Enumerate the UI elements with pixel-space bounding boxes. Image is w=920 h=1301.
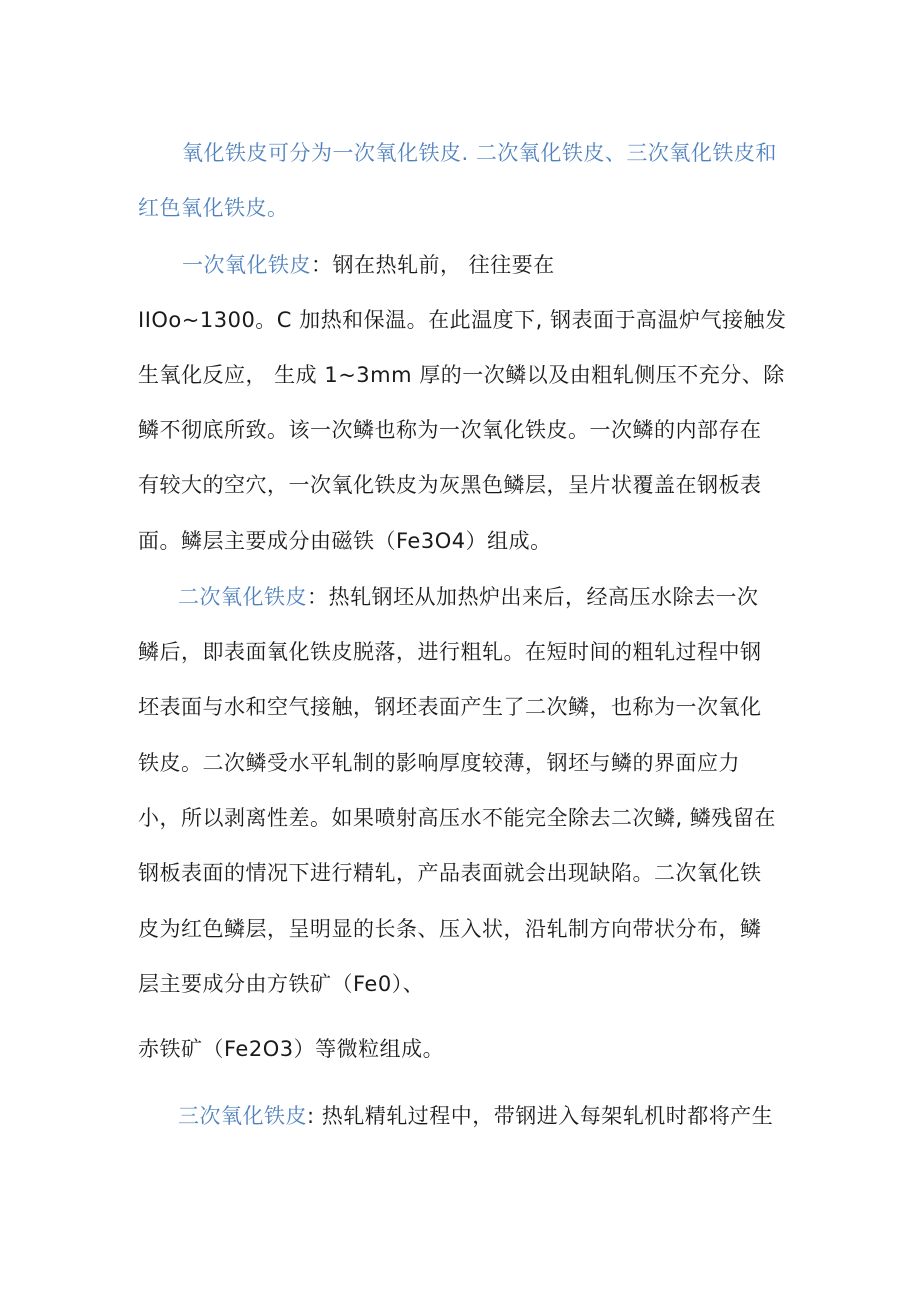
intro-line-1: 氧化铁皮可分为一次氧化铁皮. 二次氧化铁皮、三次氧化铁皮和 (182, 141, 777, 165)
primary-line: 有较大的空穴，一次氧化铁皮为灰黑色鳞层，呈片状覆盖在钢板表 (138, 473, 762, 497)
primary-line: 鳞不彻底所致。该一次鳞也称为一次氧化铁皮。一次鳞的内部存在 (138, 418, 762, 442)
secondary-line-1-rest: ：热轧钢坯从加热炉出来后，经高压水除去一次 (307, 585, 759, 609)
primary-line: 生氧化反应， 生成 1~3mm 厚的一次鳞以及由粗轧侧压不充分、除 (138, 363, 785, 387)
intro-line-2: 红色氧化铁皮。 (138, 196, 289, 220)
secondary-line: 赤铁矿（Fe2O3）等微粒组成。 (138, 1037, 445, 1061)
secondary-line: 铁皮。二次鳞受水平轧制的影响厚度较薄，钢坯与鳞的界面应力 (138, 751, 740, 775)
secondary-line: 皮为红色鳞层，呈明显的长条、压入状，沿轧制方向带状分布，鳞 (138, 917, 762, 941)
primary-paragraph-first-line (182, 250, 842, 280)
primary-line-1-rest: ：钢在热轧前， 往往要在 (311, 253, 555, 277)
secondary-line: 坯表面与水和空气接触，钢坯表面产生了二次鳞，也称为一次氧化 (138, 695, 762, 719)
secondary-line: 小，所以剥离性差。如果喷射高压水不能完全除去二次鳞, 鳞残留在 (138, 806, 776, 830)
tertiary-line-1-rest: : 热轧精轧过程中，带钢进入每架轧机时都将产生 (307, 1104, 774, 1128)
tertiary-paragraph-first-line (178, 1101, 838, 1131)
secondary-line: 鳞后，即表面氧化铁皮脱落，进行粗轧。在短时间的粗轧过程中钢 (138, 640, 762, 664)
secondary-paragraph-first-line (178, 582, 838, 612)
tertiary-heading: 三次氧化铁皮 (178, 1104, 307, 1128)
primary-line: 面。鳞层主要成分由磁铁（Fe3O4）组成。 (138, 529, 552, 553)
secondary-heading: 二次氧化铁皮 (178, 585, 307, 609)
secondary-line: 层主要成分由方铁矿（Fe0）、 (138, 972, 425, 996)
primary-line: IIOo~1300。C 加热和保温。在此温度下, 钢表面于高温炉气接触发 (138, 308, 787, 332)
primary-heading: 一次氧化铁皮 (182, 253, 311, 277)
secondary-line: 钢板表面的情况下进行精轧，产品表面就会出现缺陷。二次氧化铁 (138, 861, 762, 885)
